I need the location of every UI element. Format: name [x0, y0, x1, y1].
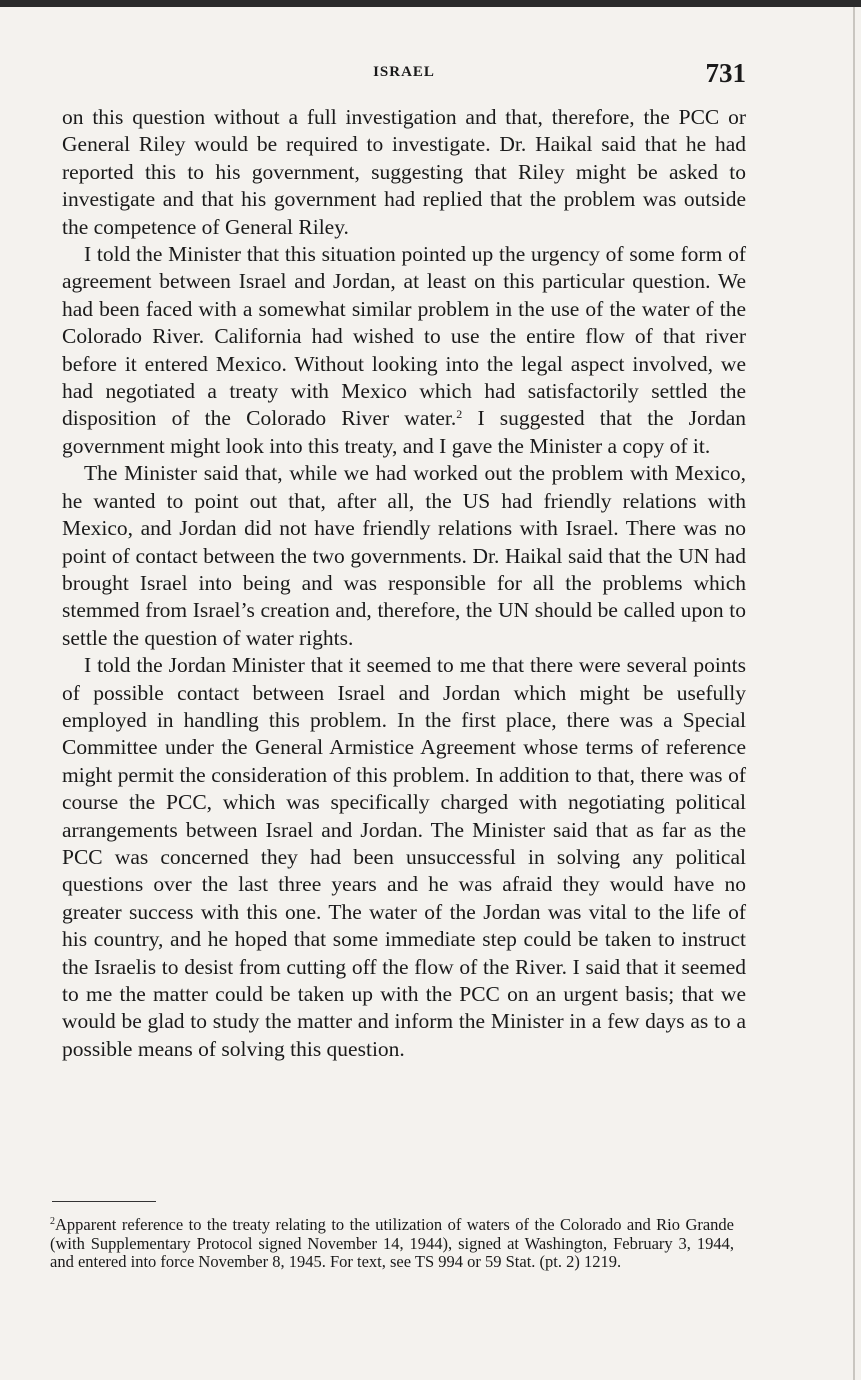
- body-text: [62, 104, 746, 1063]
- footnote: [50, 1216, 734, 1272]
- page-number: 731: [705, 58, 746, 88]
- running-head: [62, 58, 746, 94]
- paragraph-3: The Minister said that, while we had worked out the problem with Mexico, he wanted to point out that, after all, the US had friendly relations with Mexico, and Jordan did not have friendly relations with Israel. There was no point of contact between the two governments. Dr. Haikal said that the UN had brought Israel into being and was responsible for all the problems which stemmed from Israel’s creation and, therefore, the UN should be called upon to settle the question of water rights.: [62, 461, 746, 650]
- paragraph-2: [62, 241, 746, 460]
- running-title: ISRAEL: [373, 64, 435, 80]
- paragraph-2-text: I told the Minister that this situation pointed up the urgency of some form of agreement between Israel and Jordan, at least on this particular question. We had been faced with a somewhat similar problem in the use of the water of the Colorado River. California had wished to use the entire flow of that river before it entered Mexico. Without looking into the legal aspect involved, we had negotiated a treaty with Mexico which had satisfactorily settled the disposition of the Colorado River water.: [62, 242, 746, 431]
- page-edge-rule: [853, 7, 855, 1380]
- footnote-rule: [52, 1201, 156, 1202]
- footnote-reference: 2: [456, 407, 463, 422]
- paragraph-2-tail: I suggested that the Jordan government might look into this treaty, and I gave the Minister a copy of it.: [62, 406, 746, 458]
- paragraph-4: I told the Jordan Minister that it seemed to me that there were several points of possible contact between Israel and Jordan which might be usefully employed in handling this problem. In the first place, there was a Special Committee under the General Armistice Agreement whose terms of reference might permit the consideration of this problem. In addition to that, there was of course the PCC, which was specifically charged with negotiating political arrangements between Israel and Jordan. The Minister said that as far as the PCC was concerned they had been unsuccessful in solving any political questions over the last three years and he was afraid they would have no greater success with this one. The water of the Jordan was vital to the life of his country, and he hoped that some immediate step could be taken to instruct the Israelis to desist from cutting off the flow of the River. I said that it seemed to me the matter could be taken up with the PCC on an urgent basis; that we would be glad to study the matter and inform the Minister in a few days as to a possible means of solving this question.: [62, 653, 746, 1061]
- footnote-marker: 2: [50, 1216, 55, 1227]
- page-top-rule: [0, 0, 861, 7]
- paragraph-1: on this question without a full investigation and that, therefore, the PCC or General Riley would be required to investigate. Dr. Haikal said that he had reported this to his government, suggesting that Riley might be asked to investigate and that his government had replied that the problem was outside the competence of General Riley.: [62, 105, 746, 239]
- footnote-text: Apparent reference to the treaty relating to the utilization of waters of the Colorado and Rio Grande (with Supplementary Protocol signed November 14, 1944), signed at Washington, February 3, 1944, and entered into force November 8, 1945. For text, see TS 994 or 59 Stat. (pt. 2) 1219.: [50, 1215, 734, 1272]
